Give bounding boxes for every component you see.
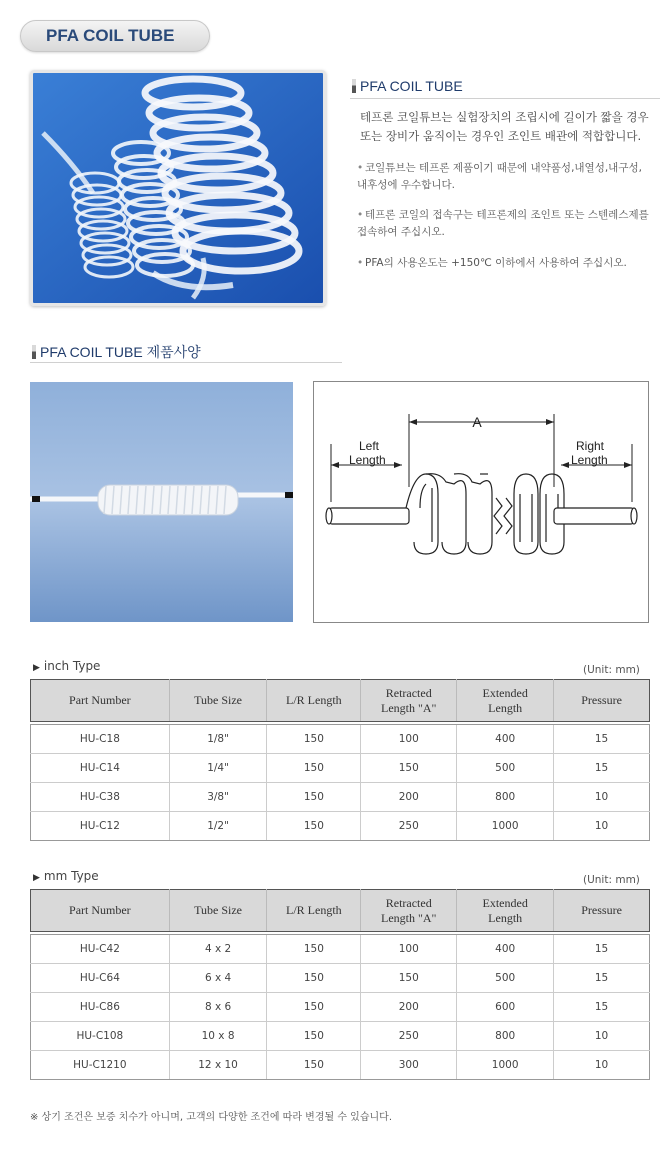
coil-dimension-diagram bbox=[313, 381, 649, 623]
table-row bbox=[31, 812, 650, 841]
column-header: Pressure bbox=[554, 680, 650, 722]
footnote: ※ 상기 조건은 보증 치수가 아니며, 고객의 다양한 조건에 따라 변경될 수 있습니다. bbox=[30, 1112, 393, 1123]
lr-length-cell: 150 bbox=[267, 812, 361, 841]
bullet-dot-icon: • bbox=[357, 209, 364, 221]
table-row bbox=[31, 754, 650, 783]
lr-length-cell: 150 bbox=[267, 935, 361, 964]
column-header: Retracted Length "A" bbox=[361, 680, 457, 722]
right-length-label-1: Right bbox=[576, 439, 605, 453]
coil-tube-product-photo bbox=[30, 70, 326, 306]
bullet-item bbox=[357, 160, 652, 194]
bullet-text: 테프론 코일의 접속구는 테프론제의 조인트 또는 스텐레스제를 접속하여 주십시오. bbox=[357, 209, 649, 238]
left-length-label-2: Length bbox=[349, 453, 386, 467]
column-header: Pressure bbox=[554, 890, 650, 932]
mm-unit-label: (Unit: mm) bbox=[583, 874, 640, 886]
extended-length-cell: 800 bbox=[457, 1022, 554, 1051]
part-number-cell: HU-C86 bbox=[31, 993, 170, 1022]
heading-marker-icon bbox=[352, 79, 356, 93]
pressure-cell: 10 bbox=[554, 1051, 650, 1080]
table-row bbox=[31, 935, 650, 964]
triangle-right-icon: ▶ bbox=[33, 663, 40, 673]
retracted-length-cell: 200 bbox=[361, 783, 457, 812]
lr-length-cell: 150 bbox=[267, 725, 361, 754]
column-header: Part Number bbox=[31, 890, 170, 932]
spec-heading bbox=[32, 342, 201, 362]
tube-size-cell: 1/8" bbox=[169, 725, 267, 754]
heading-marker-icon bbox=[32, 345, 36, 359]
column-header: Tube Size bbox=[169, 890, 267, 932]
table-row bbox=[31, 964, 650, 993]
bullet-text: PFA의 사용온도는 +150℃ 이하에서 사용하여 주십시오. bbox=[365, 257, 627, 269]
pressure-cell: 10 bbox=[554, 812, 650, 841]
intro-heading-text: PFA COIL TUBE bbox=[360, 78, 463, 94]
pressure-cell: 15 bbox=[554, 964, 650, 993]
bullet-dot-icon: • bbox=[357, 162, 364, 174]
part-number-cell: HU-C12 bbox=[31, 812, 170, 841]
extended-length-cell: 1000 bbox=[457, 1051, 554, 1080]
pressure-cell: 10 bbox=[554, 783, 650, 812]
part-number-cell: HU-C108 bbox=[31, 1022, 170, 1051]
lr-length-cell: 150 bbox=[267, 993, 361, 1022]
tube-size-cell: 1/2" bbox=[169, 812, 267, 841]
triangle-right-icon: ▶ bbox=[33, 873, 40, 883]
page-title: PFA COIL TUBE bbox=[20, 20, 210, 52]
column-header: Tube Size bbox=[169, 680, 267, 722]
lr-length-cell: 150 bbox=[267, 754, 361, 783]
inch-unit-label: (Unit: mm) bbox=[583, 664, 640, 676]
extended-length-cell: 400 bbox=[457, 725, 554, 754]
retracted-length-cell: 250 bbox=[361, 812, 457, 841]
mm-type-label-text: mm Type bbox=[43, 869, 99, 883]
tube-size-cell: 10 x 8 bbox=[169, 1022, 267, 1051]
left-length-label-1: Left bbox=[359, 439, 380, 453]
part-number-cell: HU-C42 bbox=[31, 935, 170, 964]
mm-type-label bbox=[33, 869, 99, 883]
pressure-cell: 15 bbox=[554, 754, 650, 783]
retracted-length-cell: 150 bbox=[361, 964, 457, 993]
pressure-cell: 15 bbox=[554, 993, 650, 1022]
retracted-length-cell: 150 bbox=[361, 754, 457, 783]
column-header: Part Number bbox=[31, 680, 170, 722]
coil-tube-side-illustration bbox=[30, 382, 293, 622]
inch-type-label bbox=[33, 659, 100, 673]
pressure-cell: 15 bbox=[554, 935, 650, 964]
table-row bbox=[31, 725, 650, 754]
extended-length-cell: 500 bbox=[457, 964, 554, 993]
part-number-cell: HU-C64 bbox=[31, 964, 170, 993]
column-header: Extended Length bbox=[457, 890, 554, 932]
spec-heading-rule bbox=[30, 362, 342, 363]
table-row bbox=[31, 993, 650, 1022]
mm-spec-table bbox=[30, 889, 650, 1080]
intro-heading bbox=[352, 78, 463, 94]
right-length-label-2: Length bbox=[571, 453, 608, 467]
column-header: L/R Length bbox=[267, 680, 361, 722]
part-number-cell: HU-C38 bbox=[31, 783, 170, 812]
pressure-cell: 10 bbox=[554, 1022, 650, 1051]
extended-length-cell: 400 bbox=[457, 935, 554, 964]
part-number-cell: HU-C1210 bbox=[31, 1051, 170, 1080]
tube-size-cell: 8 x 6 bbox=[169, 993, 267, 1022]
tube-size-cell: 4 x 2 bbox=[169, 935, 267, 964]
intro-heading-rule bbox=[350, 98, 660, 99]
dimension-a-label: A bbox=[472, 414, 482, 430]
table-row bbox=[31, 1051, 650, 1080]
bullet-item bbox=[357, 255, 652, 272]
lr-length-cell: 150 bbox=[267, 1022, 361, 1051]
lr-length-cell: 150 bbox=[267, 1051, 361, 1080]
table-row bbox=[31, 1022, 650, 1051]
tube-size-cell: 6 x 4 bbox=[169, 964, 267, 993]
tube-size-cell: 12 x 10 bbox=[169, 1051, 267, 1080]
column-header: L/R Length bbox=[267, 890, 361, 932]
pressure-cell: 15 bbox=[554, 725, 650, 754]
bullet-dot-icon: • bbox=[357, 257, 364, 269]
coil-dimension-drawing bbox=[314, 382, 648, 622]
coil-tube-photo-illustration bbox=[33, 73, 323, 303]
extended-length-cell: 800 bbox=[457, 783, 554, 812]
intro-paragraph: 테프론 코일튜브는 실험장치의 조립시에 길이가 짧을 경우 또는 장비가 움직이는 경우인 조인트 배관에 적합합니다. bbox=[360, 110, 649, 143]
spec-heading-text: PFA COIL TUBE 제품사양 bbox=[40, 344, 201, 360]
inch-spec-table bbox=[30, 679, 650, 841]
bullet-text: 코일튜브는 테프론 제품이기 때문에 내약품성,내열성,내구성, 내후성에 우수합니다. bbox=[357, 162, 642, 191]
retracted-length-cell: 300 bbox=[361, 1051, 457, 1080]
retracted-length-cell: 250 bbox=[361, 1022, 457, 1051]
lr-length-cell: 150 bbox=[267, 964, 361, 993]
bullet-item bbox=[357, 207, 652, 241]
retracted-length-cell: 100 bbox=[361, 725, 457, 754]
retracted-length-cell: 100 bbox=[361, 935, 457, 964]
lr-length-cell: 150 bbox=[267, 783, 361, 812]
column-header: Retracted Length "A" bbox=[361, 890, 457, 932]
extended-length-cell: 600 bbox=[457, 993, 554, 1022]
part-number-cell: HU-C18 bbox=[31, 725, 170, 754]
extended-length-cell: 1000 bbox=[457, 812, 554, 841]
coil-tube-side-photo bbox=[30, 382, 293, 622]
part-number-cell: HU-C14 bbox=[31, 754, 170, 783]
extended-length-cell: 500 bbox=[457, 754, 554, 783]
tube-size-cell: 1/4" bbox=[169, 754, 267, 783]
column-header: Extended Length bbox=[457, 680, 554, 722]
retracted-length-cell: 200 bbox=[361, 993, 457, 1022]
inch-type-label-text: inch Type bbox=[43, 659, 101, 673]
table-row bbox=[31, 783, 650, 812]
tube-size-cell: 3/8" bbox=[169, 783, 267, 812]
